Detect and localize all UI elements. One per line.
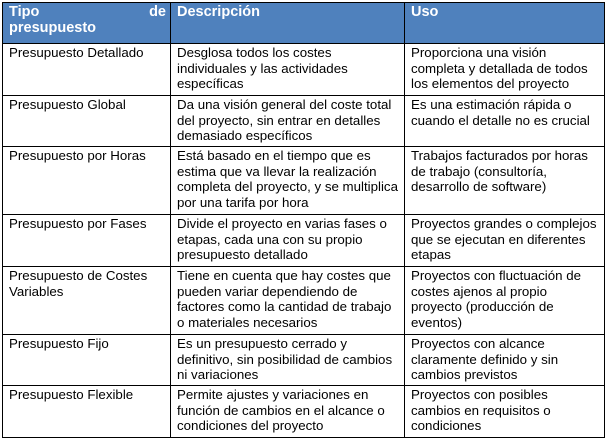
cell-type: Presupuesto por Fases bbox=[3, 215, 171, 267]
cell-description: Tiene en cuenta que hay costes que pueden variar dependiendo de factores como la cantidad de trabajo o materiales necesarios bbox=[171, 267, 405, 335]
header-use: Uso bbox=[405, 3, 605, 44]
cell-description: Divide el proyecto en varias fases o etapas, cada una con su propio presupuesto detallado bbox=[171, 215, 405, 267]
cell-description: Permite ajustes y variaciones en función de cambios en el alcance o condiciones del proyecto bbox=[171, 386, 405, 438]
table-row bbox=[3, 44, 605, 96]
cell-description: Da una visión general del coste total del proyecto, sin entrar en detalles demasiado específicos bbox=[171, 96, 405, 147]
cell-type: Presupuesto de Costes Variables bbox=[3, 267, 171, 335]
table-body bbox=[3, 44, 605, 438]
cell-type: Presupuesto Detallado bbox=[3, 44, 171, 96]
header-row bbox=[3, 3, 605, 44]
cell-use: Trabajos facturados por horas de trabajo (consultoría, desarrollo de software) bbox=[405, 147, 605, 215]
table-row bbox=[3, 147, 605, 215]
budget-types-table bbox=[2, 2, 605, 438]
table-row bbox=[3, 335, 605, 386]
cell-use: Proyectos grandes o complejos que se ejecutan en diferentes etapas bbox=[405, 215, 605, 267]
table-row bbox=[3, 215, 605, 267]
cell-description: Desglosa todos los costes individuales y las actividades específicas bbox=[171, 44, 405, 96]
cell-type: Presupuesto por Horas bbox=[3, 147, 171, 215]
header-type-word3: presupuesto bbox=[9, 19, 97, 36]
table-row bbox=[3, 96, 605, 147]
header-description: Descripción bbox=[171, 3, 405, 44]
cell-type: Presupuesto Flexible bbox=[3, 386, 171, 438]
table-header bbox=[3, 3, 605, 44]
cell-type: Presupuesto Fijo bbox=[3, 335, 171, 386]
cell-type: Presupuesto Global bbox=[3, 96, 171, 147]
table-row bbox=[3, 386, 605, 438]
cell-description: Es un presupuesto cerrado y definitivo, sin posibilidad de cambios ni variaciones bbox=[171, 335, 405, 386]
cell-description: Está basado en el tiempo que es estima que va llevar la realización completa del proyecto, y se multiplica por una tarifa por hora bbox=[171, 147, 405, 215]
cell-use: Proyectos con alcance claramente definido y sin cambios previstos bbox=[405, 335, 605, 386]
table-row bbox=[3, 267, 605, 335]
cell-use: Proporciona una visión completa y detallada de todos los elementos del proyecto bbox=[405, 44, 605, 96]
header-type-word1: Tipo bbox=[9, 4, 40, 20]
cell-use: Es una estimación rápida o cuando el detalle no es crucial bbox=[405, 96, 605, 147]
cell-use: Proyectos con fluctuación de costes ajenos al propio proyecto (producción de eventos) bbox=[405, 267, 605, 335]
header-type-word2: de bbox=[149, 4, 166, 20]
header-type bbox=[3, 3, 171, 44]
cell-use: Proyectos con posibles cambios en requisitos o condiciones bbox=[405, 386, 605, 438]
